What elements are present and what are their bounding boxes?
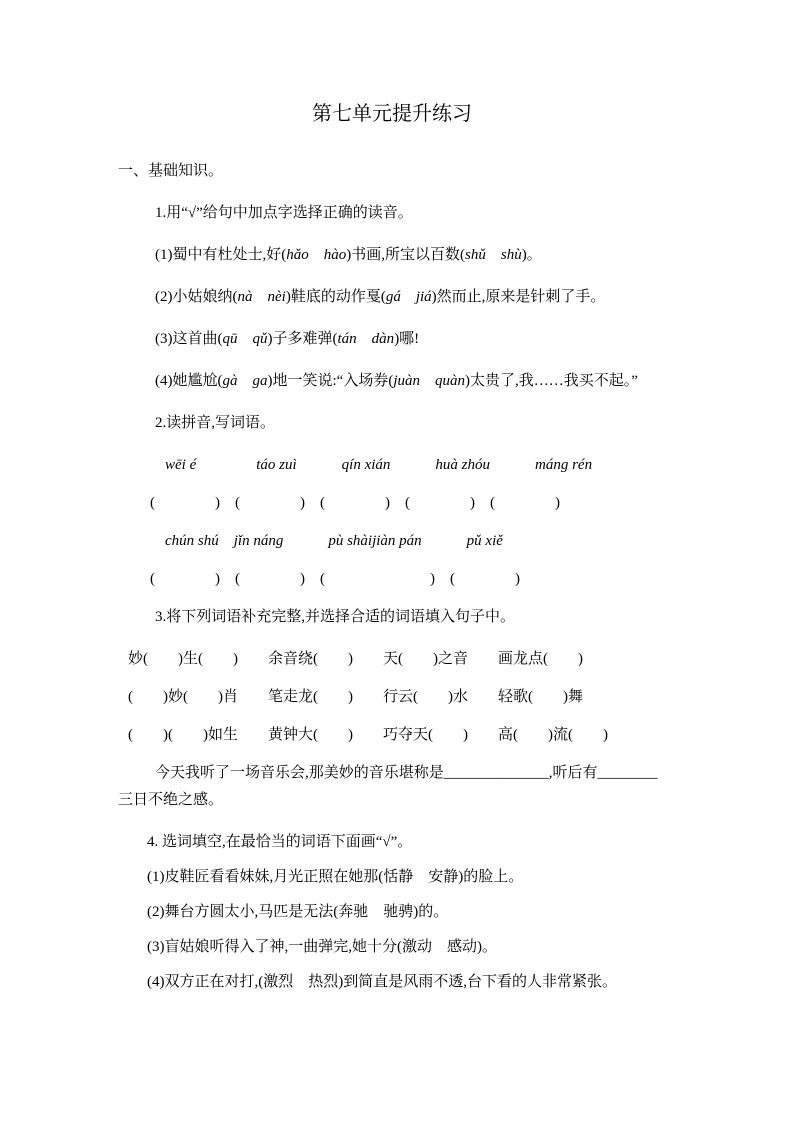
page-title: 第七单元提升练习 xyxy=(312,103,472,125)
pinyin-text: shǔ shù xyxy=(465,247,522,263)
text-run: )太贵了,我……我买不起。” xyxy=(465,373,638,389)
q1-item-2 xyxy=(118,284,666,311)
text-run: ( )( )如生 黄钟大( ) 巧夺天( ) 高( )流( ) xyxy=(128,727,608,743)
pinyin-text: qū qǔ xyxy=(222,331,268,347)
text-run: )然而止,原来是针刺了手。 xyxy=(431,289,606,305)
q4-item-1 xyxy=(118,864,666,891)
q3-idiom-row-1 xyxy=(118,646,666,673)
q3-idiom-row-3 xyxy=(118,722,666,749)
text-run: 3.将下列词语补充完整,并选择合适的词语填入句子中。 xyxy=(155,609,516,625)
text-run: )哪! xyxy=(394,331,420,347)
text-run: 今天我听了一场音乐会,那美妙的音乐堪称是______________,听后有________三日不绝之感。 xyxy=(118,765,658,808)
pinyin-text: nà nèi xyxy=(237,289,286,305)
q4-item-3 xyxy=(118,934,666,961)
text-run: 妙( )生( ) 余音绕( ) 天( )之音 画龙点( ) xyxy=(128,651,583,667)
text-run: ( ) ( ) ( ) ( ) ( ) xyxy=(150,495,560,511)
q2-pinyin-row-1 xyxy=(118,452,666,479)
q1-item-1 xyxy=(118,242,666,269)
q4-item-2 xyxy=(118,899,666,926)
q2-instruction xyxy=(118,410,666,437)
text-run: (3)盲姑娘听得入了神,一曲弹完,她十分(激动 感动)。 xyxy=(147,939,497,955)
text-run: )。 xyxy=(521,247,542,263)
text-run: 2.读拼音,写词语。 xyxy=(155,415,276,431)
q3-idiom-row-2 xyxy=(118,684,666,711)
pinyin-text: chún shú jǐn náng pù shàijiàn pán pǔ xiě xyxy=(165,533,503,549)
document-body xyxy=(118,158,666,996)
q3-instruction xyxy=(118,604,666,631)
text-run: 一、基础知识。 xyxy=(118,163,224,179)
text-run: (1)蜀中有杜处士,好( xyxy=(155,247,287,263)
text-run: )地一笑说:“入场券( xyxy=(267,373,394,389)
q3-sentence xyxy=(118,760,666,814)
q2-answer-row-1 xyxy=(118,490,666,517)
text-run: ( )妙( )肖 笔走龙( ) 行云( )水 轻歌( )舞 xyxy=(128,689,583,705)
text-run: )书画,所宝以百数( xyxy=(346,247,466,263)
q1-item-4 xyxy=(118,368,666,395)
pinyin-text: gá jiá xyxy=(385,289,432,305)
text-run: ( ) ( ) ( ) ( ) xyxy=(150,571,520,587)
pinyin-text: wēi é táo zuì qín xián huà zhóu máng rén xyxy=(165,457,593,473)
q2-answer-row-2 xyxy=(118,566,666,593)
section-heading-1 xyxy=(118,158,666,185)
text-run: (1)皮鞋匠看看妹妹,月光正照在她那(恬静 安静)的脸上。 xyxy=(147,869,524,885)
text-run: (2)小姑娘纳( xyxy=(155,289,238,305)
pinyin-text: juàn quàn xyxy=(393,373,466,389)
q1-instruction xyxy=(118,200,666,227)
text-run: )鞋底的动作戛( xyxy=(285,289,386,305)
q2-pinyin-row-2 xyxy=(118,528,666,555)
text-run: (2)舞台方圆太小,马匹是无法(奔驰 驰骋)的。 xyxy=(147,904,449,920)
text-run: )子多难弹( xyxy=(267,331,338,347)
pinyin-text: gà ga xyxy=(222,373,268,389)
q4-item-4 xyxy=(118,969,666,996)
text-run: (3)这首曲( xyxy=(155,331,223,347)
text-run: (4)她尴尬( xyxy=(155,373,223,389)
text-run: 4. 选词填空,在最恰当的词语下面画“√”。 xyxy=(147,834,413,850)
q4-instruction xyxy=(118,829,666,856)
q1-item-3 xyxy=(118,326,666,353)
pinyin-text: tán dàn xyxy=(337,331,395,347)
text-run: (4)双方正在对打,(激烈 热烈)到简直是风雨不透,台下看的人非常紧张。 xyxy=(147,974,617,990)
text-run: 1.用“√”给句中加点字选择正确的读音。 xyxy=(155,205,413,221)
pinyin-text: hǎo hào xyxy=(286,247,347,263)
